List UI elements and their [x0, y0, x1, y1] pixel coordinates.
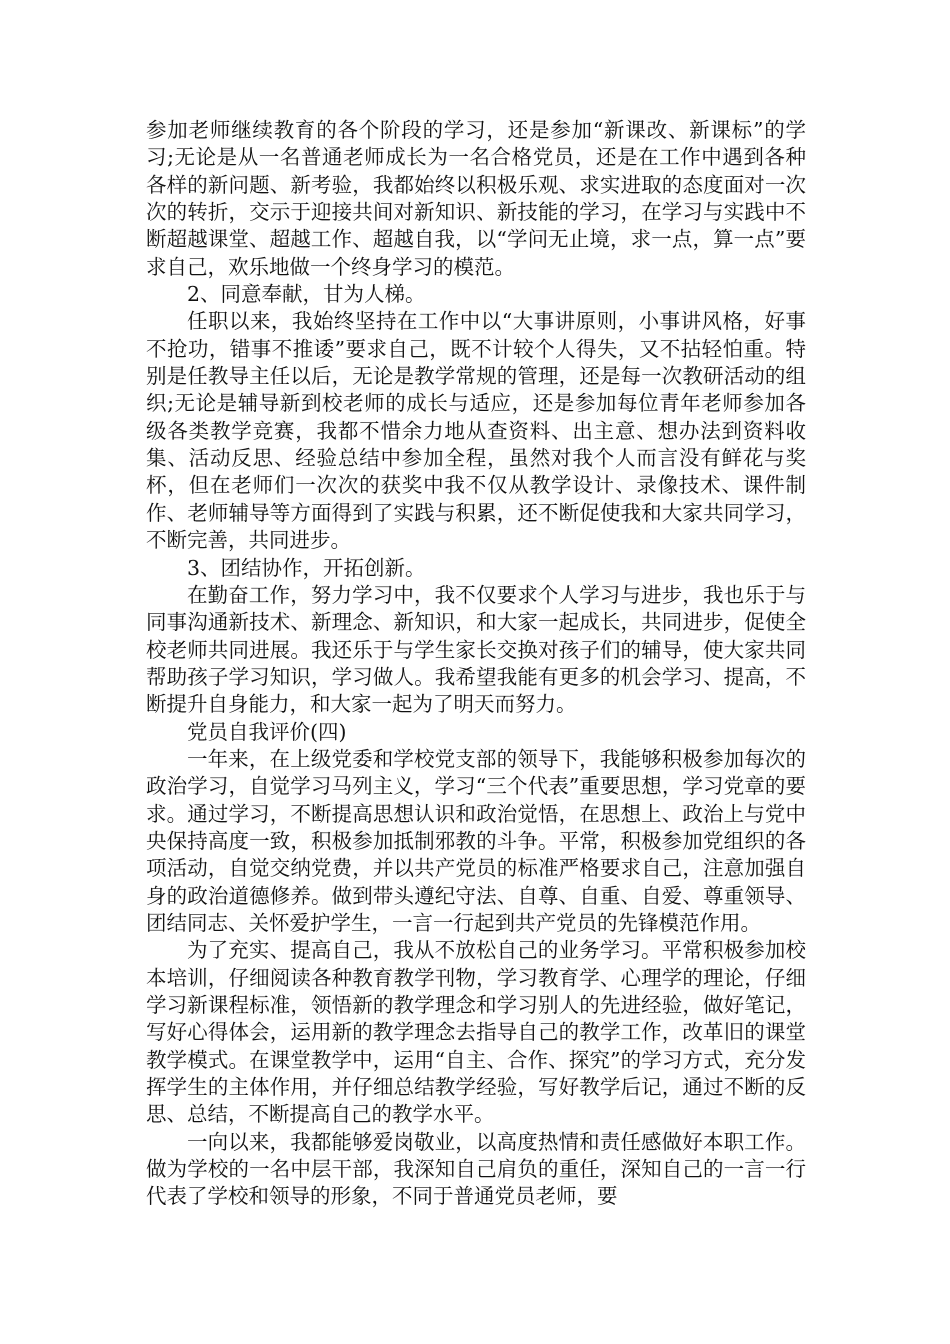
- paragraph-diligent-work: 在勤奋工作，努力学习中，我不仅要求个人学习与进步，我也乐于与同事沟通新技术、新理念、新知识，和大家一起成长，共同进步，促使全校老师共同进展。我还乐于与学生家长交换对孩子们的辅导，使大家共同帮助孩子学习知识，学习做人。我希望我能有更多的机会学习、提高，不断提升自身能力，和大家一起为了明天而努力。: [146, 582, 806, 717]
- paragraph-since-appointment: 任职以来，我始终坚持在工作中以“大事讲原则，小事讲风格，好事不抢功，错事不推诿”要求自己，既不计较个人得失，又不拈轻怕重。特别是任教导主任以后，无论是教学常规的管理，还是每一次教研活动的组织;无论是辅导新到校老师的成长与适应，还是参加每位青年老师参加各级各类教学竞赛，我都不惜余力地从查资料、出主意、想办法到资料收集、活动反思、经验总结中参加全程，虽然对我个人而言没有鲜花与奖杯，但在老师们一次次的获奖中我不仅从教学设计、录像技术、课件制作、老师辅导等方面得到了实践与积累，还不断促使我和大家共同学习，不断完善，共同进步。: [146, 309, 806, 553]
- section-title-self-evaluation-4: 党员自我评价(四): [187, 719, 347, 744]
- paragraph-dedication: 一向以来，我都能够爱岗敬业，以高度热情和责任感做好本职工作。做为学校的一名中层干部，我深知自己肩负的重任，深知自己的一言一行代表了学校和领导的形象，不同于普通党员老师，要: [146, 1129, 806, 1209]
- paragraph-self-improvement: 为了充实、提高自己，我从不放松自己的业务学习。平常积极参加校本培训，仔细阅读各种教育教学刊物，学习教育学、心理学的理论，仔细学习新课程标准，领悟新的教学理念和学习别人的先进经验，做好笔记，写好心得体会，运用新的教学理念去指导自己的教学工作，改革旧的课堂教学模式。在课堂教学中，运用“自主、合作、探究”的学习方式，充分发挥学生的主体作用，并仔细总结教学经验，写好教学后记，通过不断的反思、总结，不断提高自己的教学水平。: [146, 938, 806, 1127]
- heading-dedication: 2、同意奉献，甘为人梯。: [187, 282, 426, 307]
- heading-teamwork: 3、团结协作，开拓创新。: [187, 555, 426, 580]
- paragraph-past-year: 一年来，在上级党委和学校党支部的领导下，我能够积极参加每次的政治学习，自觉学习马列主义，学习“三个代表”重要思想，学习党章的要求。通过学习，不断提高思想认识和政治觉悟，在思想上、政治上与党中央保持高度一致，积极参加抵制邪教的斗争。平常，积极参加党组织的各项活动，自觉交纳党费，并以共产党员的标准严格要求自己，注意加强自身的政治道德修养。做到带头遵纪守法、自尊、自重、自爱、尊重领导、团结同志、关怀爱护学生，一言一行起到共产党员的先锋模范作用。: [146, 746, 806, 935]
- paragraph-continuing-study: 参加老师继续教育的各个阶段的学习，还是参加“新课改、新课标”的学习;无论是从一名普通老师成长为一名合格党员，还是在工作中遇到各种各样的新问题、新考验，我都始终以积极乐观、求实进取的态度面对一次次的转折，交示于迎接共间对新知识、新技能的学习，在学习与实践中不断超越课堂、超越工作、超越自我，以“学问无止境，求一点，算一点”要求自己，欢乐地做一个终身学习的模范。: [146, 118, 806, 279]
- document-body: [146, 117, 806, 1211]
